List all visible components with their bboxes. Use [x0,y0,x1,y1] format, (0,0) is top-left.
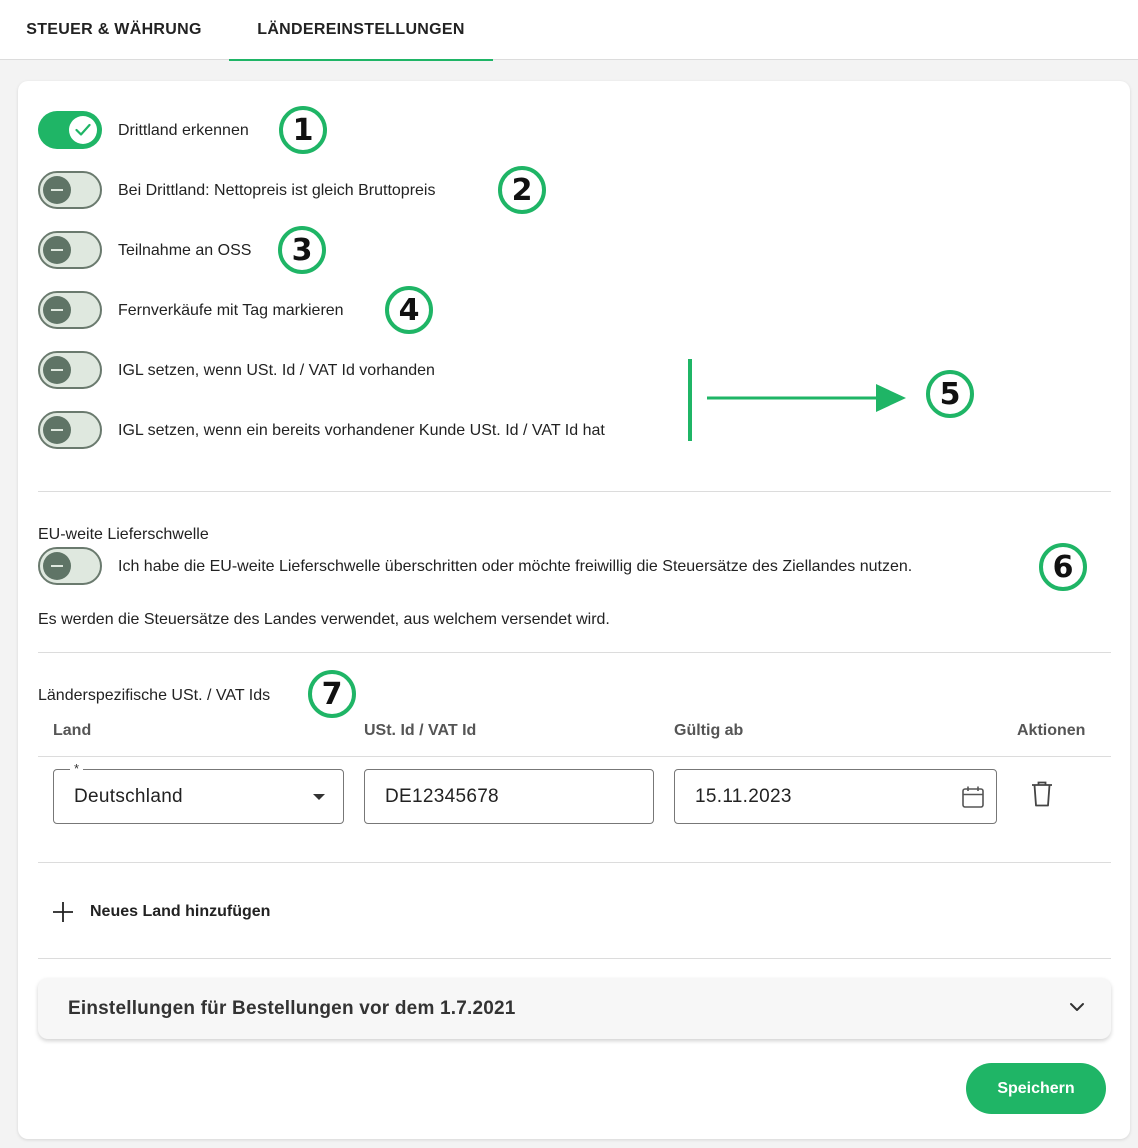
eu-threshold-info: Es werden die Steuersätze des Landes verwendet, aus welchem versendet wird. [38,611,610,628]
chevron-down-icon [1069,1001,1085,1013]
eu-threshold-title: EU-weite Lieferschwelle [38,526,209,543]
toggle-label-netto-brutto: Bei Drittland: Nettopreis ist gleich Bruttopreis [118,182,436,199]
toggle-label-drittland: Drittland erkennen [118,122,249,139]
country-select-value: Deutschland [74,786,183,807]
toggle-igl-existing-customer[interactable] [38,411,102,449]
toggle-knob [69,116,97,144]
country-select[interactable] [53,761,344,824]
vat-id-input[interactable] [365,770,653,823]
check-icon [75,123,91,137]
plus-icon [52,901,74,923]
callout-badge-7: 7 [308,670,356,718]
valid-from-date-field [674,769,997,824]
callout-badge-5: 5 [926,370,974,418]
toggle-knob [43,416,71,444]
toggle-label-eu-threshold: Ich habe die EU-weite Lieferschwelle überschritten oder möchte freiwillig die Steuersätze des Ziellandes nutzen. [118,558,913,575]
add-country-button[interactable] [52,896,270,928]
tab-country-settings[interactable]: LÄNDEREINSTELLUNGEN [229,0,493,60]
toggle-netto-brutto[interactable] [38,171,102,209]
toggle-label-igl-existing-customer: IGL setzen, wenn ein bereits vorhandener Kunde USt. Id / VAT Id hat [118,422,605,439]
toggle-oss[interactable] [38,231,102,269]
column-header-valid-from: Gültig ab [674,722,744,739]
chevron-down-icon [313,794,325,800]
divider [38,491,1111,492]
save-button[interactable]: Speichern [966,1063,1106,1114]
column-header-land: Land [53,722,92,739]
callout-badge-4: 4 [385,286,433,334]
divider [38,652,1111,653]
tab-tax-currency[interactable]: STEUER & WÄHRUNG [26,21,202,38]
column-header-vat-id: USt. Id / VAT Id [364,722,477,739]
callout-badge-1: 1 [279,106,327,154]
column-header-actions: Aktionen [1017,722,1086,739]
toggle-label-oss: Teilnahme an OSS [118,242,252,259]
toggle-label-fernverkaeufe: Fernverkäufe mit Tag markieren [118,302,344,319]
valid-from-input[interactable] [675,770,996,823]
legacy-orders-accordion[interactable] [38,978,1111,1039]
toggle-label-igl-vat-id: IGL setzen, wenn USt. Id / VAT Id vorhanden [118,362,435,379]
callout-badge-2: 2 [498,166,546,214]
toggle-knob [43,296,71,324]
vat-id-input-wrapper [364,769,654,824]
tab-bar [0,0,1138,60]
toggle-igl-vat-id[interactable] [38,351,102,389]
toggle-knob [43,176,71,204]
toggle-knob [43,236,71,264]
callout-arrow-icon [680,355,920,445]
divider [38,862,1111,863]
toggle-drittland-erkennen[interactable] [38,111,102,149]
calendar-icon[interactable] [961,785,985,809]
required-mark: * [70,761,83,776]
add-country-label: Neues Land hinzufügen [90,903,271,920]
divider [38,958,1111,959]
toggle-fernverkaeufe-tag[interactable] [38,291,102,329]
vat-ids-title: Länderspezifische USt. / VAT Ids [38,687,271,704]
trash-icon[interactable] [1031,781,1053,807]
toggle-knob [43,356,71,384]
accordion-title: Einstellungen für Bestellungen vor dem 1.7.2021 [68,998,516,1019]
toggle-knob [43,552,71,580]
divider [38,756,1111,757]
callout-badge-3: 3 [278,226,326,274]
toggle-eu-threshold[interactable] [38,547,102,585]
callout-badge-6: 6 [1039,543,1087,591]
